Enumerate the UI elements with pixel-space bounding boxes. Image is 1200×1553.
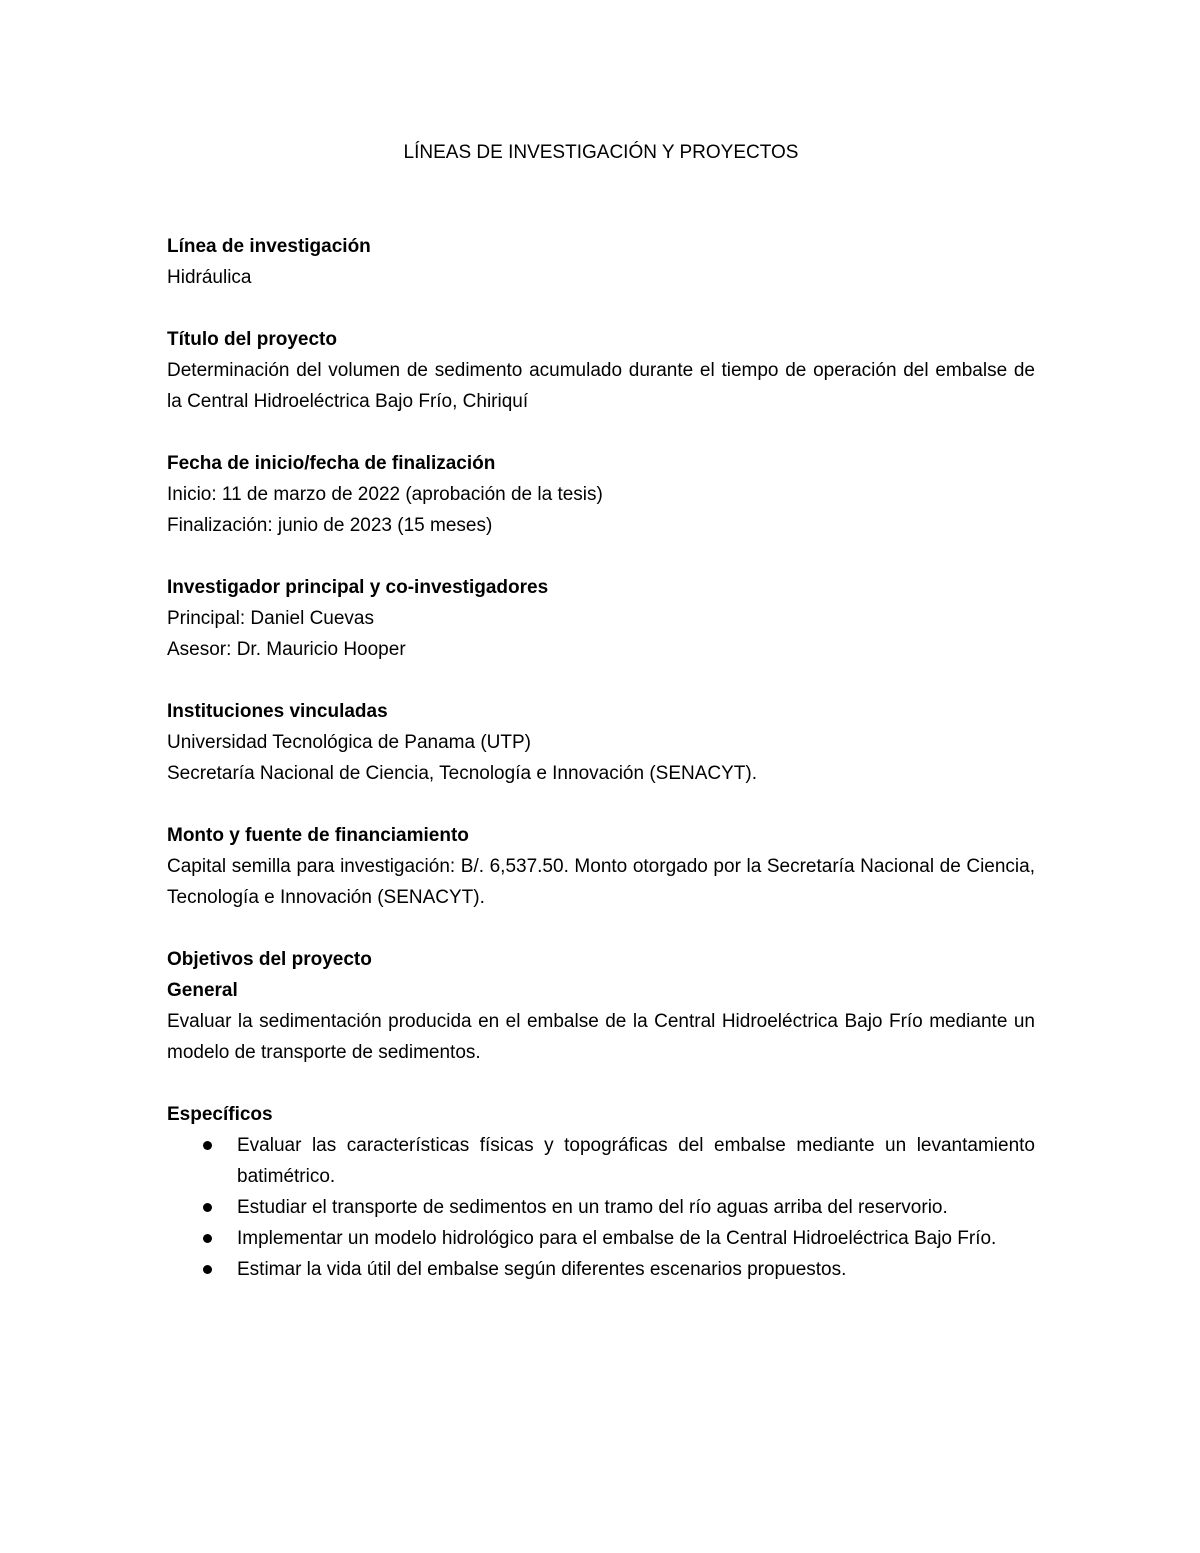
especificos-list	[167, 1130, 1035, 1285]
objetivos-heading: Objetivos del proyecto	[167, 949, 372, 970]
section-titulo	[167, 324, 1035, 417]
document-title: LÍNEAS DE INVESTIGACIÓN Y PROYECTOS	[403, 142, 799, 163]
investigador-asesor: Asesor: Dr. Mauricio Hooper	[167, 639, 406, 660]
especifico-text: Evaluar las características físicas y topográficas del embalse mediante un levantamiento batimétrico.	[237, 1135, 1035, 1187]
linea-heading: Línea de investigación	[167, 236, 371, 257]
section-linea	[167, 231, 1035, 293]
fecha-fin: Finalización: junio de 2023 (15 meses)	[167, 515, 493, 536]
especifico-text: Estudiar el transporte de sedimentos en un tramo del río aguas arriba del reservorio.	[237, 1197, 948, 1218]
section-especificos	[167, 1099, 1035, 1285]
bullet-icon	[203, 1141, 212, 1150]
section-monto	[167, 820, 1035, 913]
monto-heading: Monto y fuente de financiamiento	[167, 825, 469, 846]
section-instituciones	[167, 696, 1035, 789]
especifico-text: Implementar un modelo hidrológico para el embalse de la Central Hidroeléctrica Bajo Frío.	[237, 1228, 997, 1249]
objetivo-general: Evaluar la sedimentación producida en el embalse de la Central Hidroeléctrica Bajo Frío mediante un modelo de transporte de sedimentos.	[167, 1011, 1035, 1063]
document-content	[167, 137, 1035, 1285]
especifico-text: Estimar la vida útil del embalse según diferentes escenarios propuestos.	[237, 1259, 847, 1280]
section-objetivos	[167, 944, 1035, 1068]
list-item	[167, 1130, 1035, 1192]
especificos-heading: Específicos	[167, 1104, 273, 1125]
institucion-item: Universidad Tecnológica de Panama (UTP)	[167, 732, 531, 753]
bullet-icon	[203, 1265, 212, 1274]
monto-value: Capital semilla para investigación: B/. 6,537.50. Monto otorgado por la Secretaría Nacional de Ciencia, Tecnología e Innovación (SENACYT).	[167, 856, 1035, 908]
objetivo-general-heading: General	[167, 980, 238, 1001]
fechas-heading: Fecha de inicio/fecha de finalización	[167, 453, 496, 474]
titulo-heading: Título del proyecto	[167, 329, 337, 350]
institucion-item: Secretaría Nacional de Ciencia, Tecnología e Innovación (SENACYT).	[167, 763, 758, 784]
investigadores-heading: Investigador principal y co-investigadores	[167, 577, 549, 598]
list-item	[167, 1223, 1035, 1254]
bullet-icon	[203, 1203, 212, 1212]
section-fechas	[167, 448, 1035, 541]
titulo-value: Determinación del volumen de sedimento acumulado durante el tiempo de operación del embalse de la Central Hidroeléctrica Bajo Frío, Chiriquí	[167, 360, 1035, 412]
section-investigadores	[167, 572, 1035, 665]
linea-value: Hidráulica	[167, 267, 252, 288]
instituciones-heading: Instituciones vinculadas	[167, 701, 388, 722]
bullet-icon	[203, 1234, 212, 1243]
investigador-principal: Principal: Daniel Cuevas	[167, 608, 374, 629]
list-item	[167, 1192, 1035, 1223]
fecha-inicio: Inicio: 11 de marzo de 2022 (aprobación de la tesis)	[167, 484, 603, 505]
list-item	[167, 1254, 1035, 1285]
